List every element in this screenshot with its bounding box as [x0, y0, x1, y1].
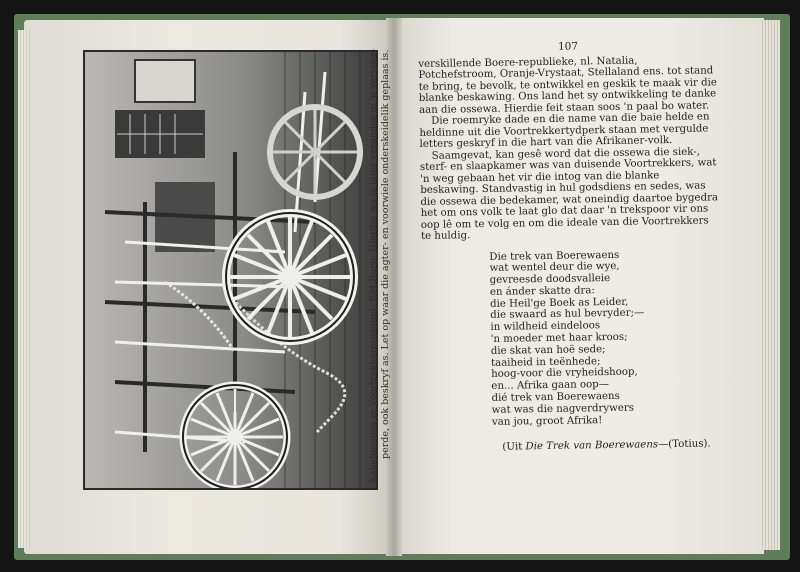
- ox-wagon-illustration: [85, 52, 376, 488]
- photo-caption: [368, 48, 392, 483]
- source-prefix: (Uit: [502, 441, 526, 454]
- poem-line: van jou, groot Afrika!: [491, 414, 603, 428]
- poem-line: 'n moeder met haar kroos;: [490, 331, 628, 345]
- paragraph-1: verskillende Boere-republieke, nl. Natalia, Potchefstroom, Oranje-Vrystaat, Stellaland ens. tot stand te bring, te bevolk, te ontwikkel en geskik te maak vir die blanke beskawing. Ons land het sy ontwikkeling te danke aan die ossewa. Hierdie feit staan soos 'n paal bo water.: [418, 55, 717, 116]
- poem-line: wat wentel deur die wye,: [489, 261, 620, 275]
- poem-line: taaiheid in teënhede;: [490, 355, 601, 369]
- caption-second-line: perde, ook beskryf as. Let op waar die agter- en voorwiele onderskeidelik geplaas is.: [380, 49, 391, 459]
- source-title: Die Trek van Boerewaens: [525, 439, 659, 453]
- poem-line: gevreesde doodsvalleie: [489, 273, 611, 286]
- poem-line: die swaard as hul bevryder;—: [490, 307, 645, 322]
- right-page-text: [418, 39, 724, 455]
- poem-line: in wildheid eindeloos: [490, 320, 601, 334]
- poem-line: en... Afrika gaan oop—: [491, 379, 610, 393]
- right-page-edges: [760, 20, 780, 550]
- poem-line: die Heil'ge Boek as Leider,: [490, 296, 629, 310]
- caption-title-line: Kakebeenwa in Voortrekkermuseum, P.M.Burg. Hierdie wa is later verander in 'n vervoer-: [368, 48, 379, 483]
- poem-line: dié trek van Boerewaens: [491, 390, 620, 404]
- left-page-edges: [18, 30, 30, 548]
- page-number: 107: [557, 40, 579, 53]
- poem-line: hoog-voor die vryheidshoop,: [491, 367, 638, 381]
- paragraph-3: Saamgevat, kan gesê word dat die ossewa die siek-, sterf- en slaapkamer was van duisende Voortrekkers, wat 'n weg gebaan het vir die intog van die blanke beskawing. Standvastig in hul godsdiens en sedes, was die ossewa die bedekamer, wat oneindig daartoe bygedra het om ons volk te laat glo dat daar 'n trekspoor vir ons oop lê om te volg en om die ideale van die Voortrekkers te huldig.: [419, 146, 719, 242]
- poem-line: die skat van hoë sede;: [490, 343, 606, 357]
- poem-line: en ánder skatte dra:: [489, 285, 595, 298]
- source-suffix: —(Totius).: [657, 438, 711, 451]
- poem: [489, 248, 724, 429]
- paragraph-2: Die roemryke dade en die name van die baie helde en heldinne uit die Voortrekkertydperk staan met vergulde letters geskryf in die hart van die Afrikaner-volk.: [419, 111, 710, 150]
- ox-wagon-photo: [83, 50, 378, 490]
- poem-line: wat was die nagverdrywers: [491, 402, 635, 416]
- poem-line: Die trek van Boerewaens: [489, 249, 620, 263]
